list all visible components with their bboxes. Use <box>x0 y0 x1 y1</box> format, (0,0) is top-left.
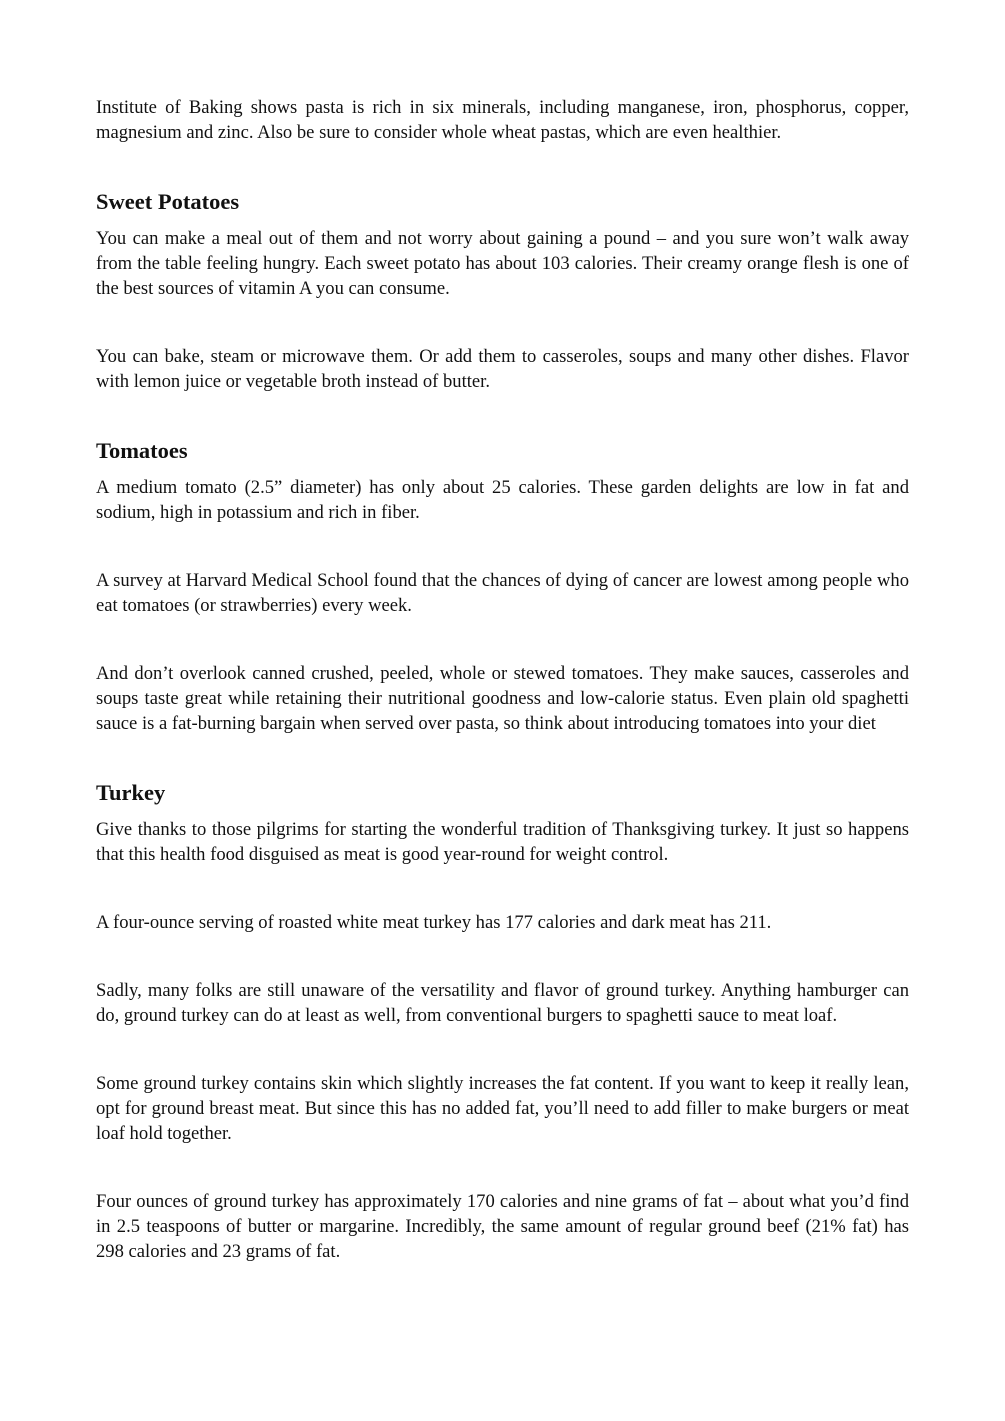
heading-turkey: Turkey <box>96 780 166 805</box>
intro-paragraph: Institute of Baking shows pasta is rich in six minerals, including manganese, iron, phosphorus, copper, magnesium and zinc. Also be sure to consider whole wheat pastas, which are even healthier. <box>96 97 909 143</box>
paragraph: A four-ounce serving of roasted white meat turkey has 177 calories and dark meat has 211. <box>96 912 772 933</box>
heading-sweet-potatoes: Sweet Potatoes <box>96 189 240 214</box>
paragraph: Sadly, many folks are still unaware of the versatility and flavor of ground turkey. Anything hamburger can do, ground turkey can do at least as well, from conventional burgers to spaghetti sauce to meat loaf. <box>96 980 909 1026</box>
paragraph: Some ground turkey contains skin which slightly increases the fat content. If you want to keep it really lean, opt for ground breast meat. But since this has no added fat, you’ll need to add filler to make burgers or meat loaf hold together. <box>96 1073 909 1144</box>
paragraph: A medium tomato (2.5” diameter) has only about 25 calories. These garden delights are low in fat and sodium, high in potassium and rich in fiber. <box>96 477 909 523</box>
paragraph: Four ounces of ground turkey has approximately 170 calories and nine grams of fat – about what you’d find in 2.5 teaspoons of butter or margarine. Incredibly, the same amount of regular ground beef (21% fat) has 298 calories and 23 grams of fat. <box>96 1191 909 1262</box>
paragraph: Give thanks to those pilgrims for starting the wonderful tradition of Thanksgiving turkey. It just so happens that this health food disguised as meat is good year-round for weight control. <box>96 819 909 865</box>
paragraph: And don’t overlook canned crushed, peeled, whole or stewed tomatoes. They make sauces, casseroles and soups taste great while retaining their nutritional goodness and low-calorie status. Even plain old spaghetti sauce is a fat-burning bargain when served over pasta, so think about introducing tomatoes into your diet <box>96 663 909 734</box>
document-page <box>96 95 909 1307</box>
heading-tomatoes: Tomatoes <box>96 438 188 463</box>
paragraph: You can make a meal out of them and not worry about gaining a pound – and you sure won’t walk away from the table feeling hungry. Each sweet potato has about 103 calories. Their creamy orange flesh is one of the best sources of vitamin A you can consume. <box>96 228 909 299</box>
paragraph: A survey at Harvard Medical School found that the chances of dying of cancer are lowest among people who eat tomatoes (or strawberries) every week. <box>96 570 909 616</box>
paragraph: You can bake, steam or microwave them. Or add them to casseroles, soups and many other dishes. Flavor with lemon juice or vegetable broth instead of butter. <box>96 346 909 392</box>
